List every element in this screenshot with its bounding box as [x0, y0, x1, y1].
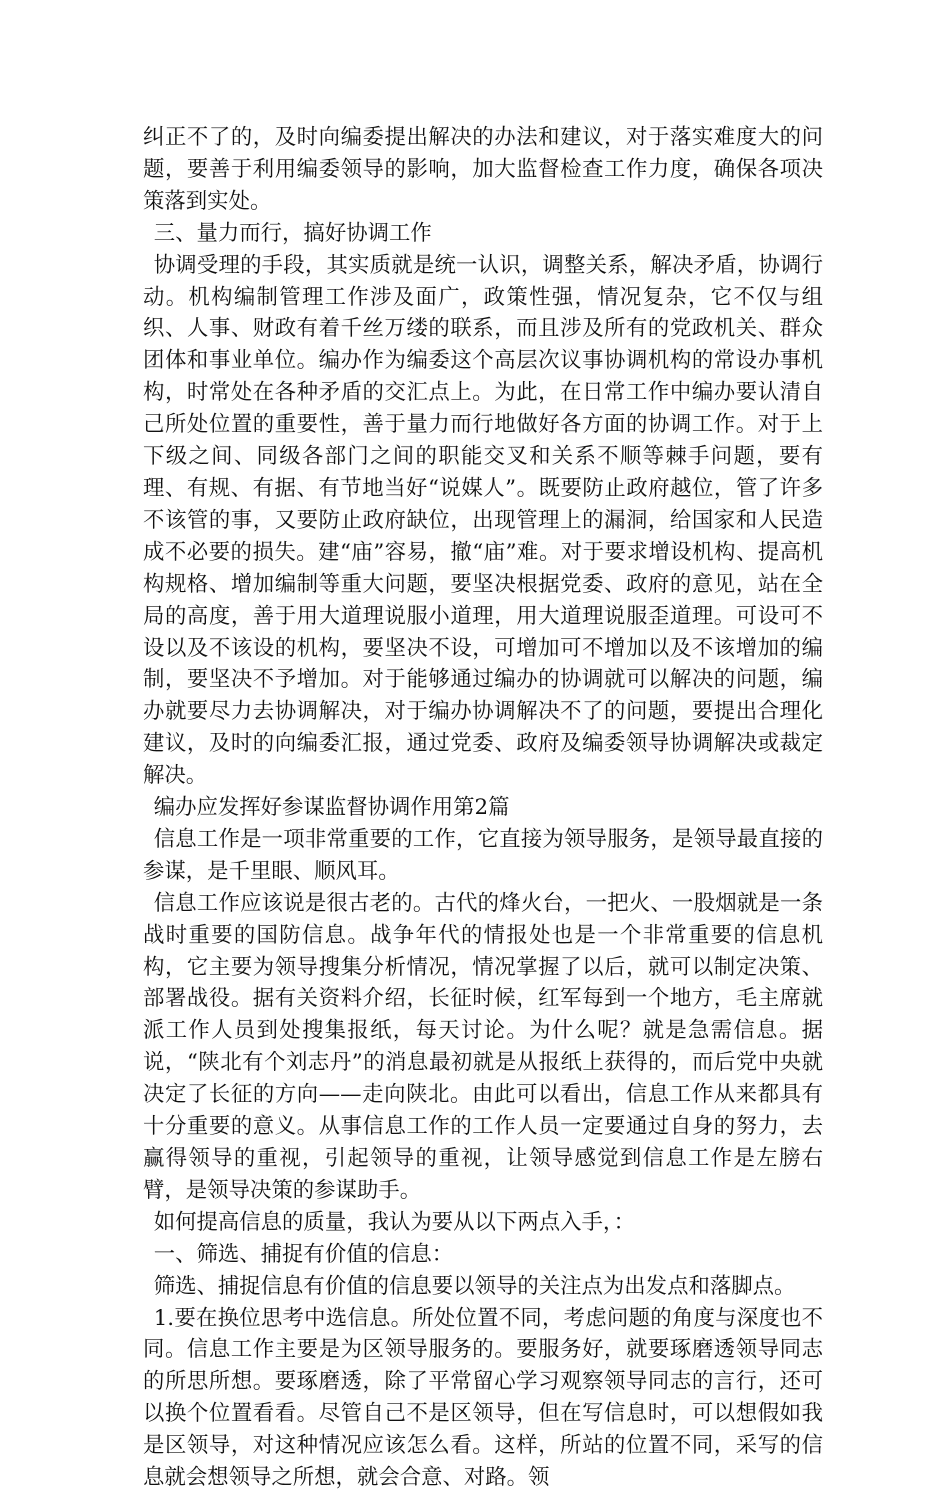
section-heading-coordination: 三、量力而行，搞好协调工作	[153, 220, 432, 246]
section-heading-filtering: 一、筛选、捕捉有价值的信息：	[153, 1241, 454, 1267]
paragraph-quality-question: 如何提高信息的质量，我认为要从以下两点入手，：	[153, 1209, 635, 1235]
paragraph-continued-text: 纠正不了的，及时向编委提出解决的办法和建议，对于落实难度大的问题，要善于利用编委领导的影响，加大监督检查工作力度，确保各项决策落到实处。	[143, 125, 823, 214]
paragraph-information-intro: 信息工作是一项非常重要的工作，它直接为领导服务，是领导最直接的参谋，是千里眼、顺风耳。	[143, 826, 823, 884]
paragraph-filtering: 筛选、捕捉信息有价值的信息要以领导的关注点为出发点和落脚点。	[153, 1273, 796, 1299]
paragraph-point-1: 1.要在换位思考中选信息。所处位置不同，考虑问题的角度与深度也不同。信息工作主要是为区领导服务的。要服务好，就要琢磨透领导同志的所思所想。要琢磨透，除了平常留心学习观察领导同志的言行，还可以换个位置看看。尽管自己不是区领导，但在写信息时，可以想假如我是区领导，对这种情况应该怎么看。这样，所站的位置不同，采写的信息就会想领导之所想，就会合意、对路。领	[143, 1305, 823, 1491]
paragraph-coordination: 协调受理的手段，其实质就是统一认识，调整关系，解决矛盾，协调行动。机构编制管理工作涉及面广，政策性强，情况复杂，它不仅与组织、人事、财政有着千丝万缕的联系，而且涉及所有的党政机关、群众团体和事业单位。编办作为编委这个高层次议事协调机构的常设办事机构，时常处在各种矛盾的交汇点上。为此，在日常工作中编办要认清自己所处位置的重要性，善于量力而行地做好各方面的协调工作。对于上下级之间、同级各部门之间的职能交叉和关系不顺等棘手问题，要有理、有规、有据、有节地当好“说媒人”。既要防止政府越位，管了许多不该管的事，又要防止政府缺位，出现管理上的漏洞，给国家和人民造成不必要的损失。建“庙”容易，撤“庙”难。对于要求增设机构、提高机构规格、增加编制等重大问题，要坚决根据党委、政府的意见，站在全局的高度，善于用大道理说服小道理，用大道理说服歪道理。可设可不设以及不该设的机构，要坚决不设，可增加可不增加以及不该增加的编制，要坚决不予增加。对于能够通过编办的协调就可以解决的问题，编办就要尽力去协调解决，对于编办协调解决不了的问题，要提出合理化建议，及时的向编委汇报，通过党委、政府及编委领导协调解决或裁定解决。	[143, 252, 823, 789]
article-title-part-2: 编办应发挥好参谋监督协调作用第2篇	[153, 795, 510, 821]
document-page	[143, 122, 823, 1494]
paragraph-information-history: 信息工作应该说是很古老的。古代的烽火台，一把火、一股烟就是一条战时重要的国防信息。战争年代的情报处也是一个非常重要的信息机构，它主要为领导搜集分析情况，情况掌握了以后，就可以制定决策、部署战役。据有关资料介绍，长征时候，红军每到一个地方，毛主席就派工作人员到处搜集报纸，每天讨论。为什么呢？就是急需信息。据说，“陕北有个刘志丹”的消息最初就是从报纸上获得的，而后党中央就决定了长征的方向——走向陕北。由此可以看出，信息工作从来都具有十分重要的意义。从事信息工作的工作人员一定要通过自身的努力，去赢得领导的重视，引起领导的重视，让领导感觉到信息工作是左膀右臂，是领导决策的参谋助手。	[143, 890, 823, 1203]
